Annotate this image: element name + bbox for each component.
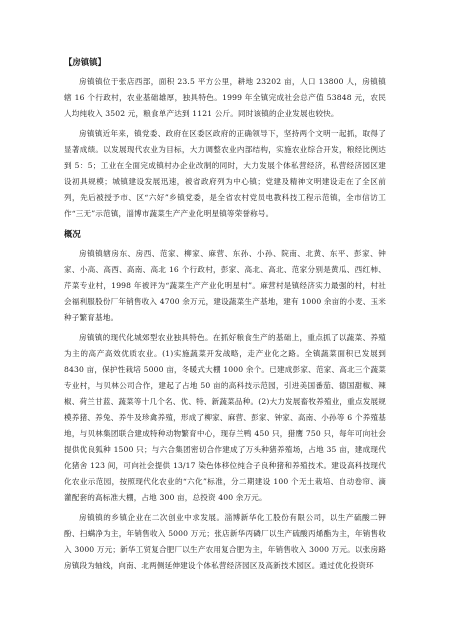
intro-paragraph: 房镇镇位于张店西部，面积 23.5 平方公里，耕地 23202 亩，人口 13800 人，房镇镇辖 16 个行政村，农业基础雄厚，独具特色。1999 年全镇完成社会总产值 53848 元，农民人均纯收入 3502 元，粮食单产达到 1121 公斤。同时该镇的企业发展也较快。 [64, 77, 386, 118]
body-paragraph: 房镇镇的乡镇企业在二次创业中求发展。淄博新华化工股份有限公司，以生产硫酸二钾酚、扫螨净为主，年销售收入 5000 万元；张店新华丙磷厂以生产硫酸丙烯酯为主，年销售收入 3000 万元；新华工贸复合肥厂以生产农用复合肥为主，年销售收入 3000 万元。以张房路房镇段为轴线，向南、北两侧延伸建设个体私营经济园区及高新技术园区。通过优化投资环 [64, 513, 386, 570]
body-paragraph: 房镇镇辖房东、房西、范家、柳家、麻营、东孙、小孙、院南、北黄、东平、彭家、钟家、小高、高西、高南、高北 16 个行政村，彭家、高北、高北、范家分别是黄瓜、西红柿、芹菜专业村，1998 年被评为“蔬菜生产产业化明星村”。麻营村是镇经济实力最强的村，村社会福利服股份厂年销售收入 4700 余万元，建设蔬菜生产基地，建有 1000 余亩的小麦、玉米种子繁育基地。 [64, 249, 386, 322]
document-title: 【房镇镇】 [64, 57, 106, 67]
section-heading: 概况 [64, 229, 81, 239]
body-paragraph: 房镇镇的现代化城郊型农业独具特色。在抓好粮食生产的基础上，重点抓了以蔬菜、养殖为主的高产高效优质农业。(1)实施蔬菜开发战略，走产业化之路。全镇蔬菜面积已发展到 8430 亩，保护性栽培 5000 亩，冬暖式大棚 1000 余个。已建成彭家、范家、高北三个蔬菜专业村，与贝林公司合作，建起了占地 50 亩的高科技示范园，引进美国番茄、德国甜椒、辣椒、荷兰甘蓝、蔬菜等十几个名、优、特、新蔬菜品种。(2)大力发展畜牧养殖业，重点发展规模养猪、养兔、养牛及珍禽养殖，形成了柳家、麻营、彭家、钟家、高南、小孙等 6 个养殖基地，与贝林集团联合建成特种动物繁育中心，现存兰鸭 450 只，猎鹰 750 只，每年可向社会提供优良狐种 1500 只；与六合集团密切合作建成了万头种猪养殖场，占地 35 亩，建成现代化猪舍 123 间，可向社会提供 13/17 染色体移位纯合子良种猪和养殖技术。建设高科技现代化农业示范园，按照现代化农业的“六化”标准，分二期建设 100 个无土栽培、自动卷帘、滴灌配套的高标准大棚，占地 300 亩，总投资 400 余万元。 [64, 333, 386, 502]
intro-paragraph: 房镇镇近年来，镇党委、政府在区委区政府的正确领导下，坚持两个文明一起抓，取得了显著成绩。以发展现代农业为目标，大力调整农业内部结构，实施农业综合开发，粮经比例达到 5：5；工业在全面完成镇村办企业改制的同时，大力发展个体私营经济，私营经济园区建设初具规模；城镇建设发展迅速，被省政府列为中心镇；党建及精神文明建设走在了全区前列，先后被授予市、区“六好”乡镇党委，是全省农村党员电教科技工程示范镇，全市信访工作“三无”示范镇，淄博市蔬菜生产产业化明星镇等荣誉称号。 [64, 129, 386, 218]
